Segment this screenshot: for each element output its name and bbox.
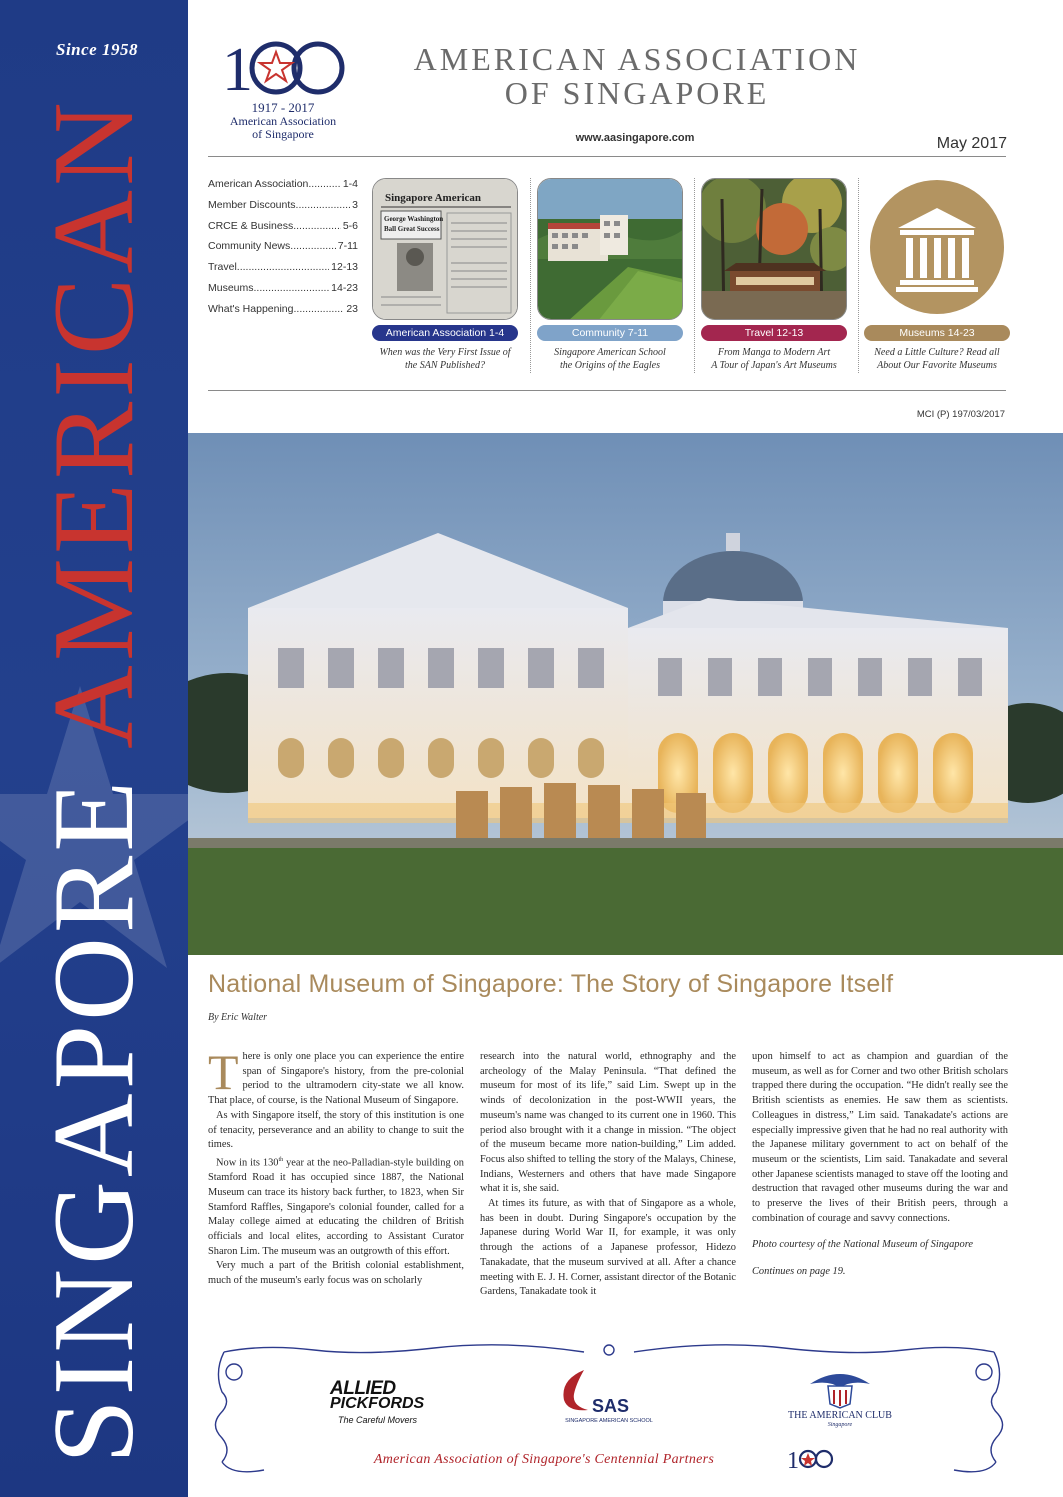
toc-pages: 7-11 <box>337 240 358 253</box>
feature-card-museums[interactable] <box>864 178 1010 378</box>
issue-date: May 2017 <box>936 135 1007 152</box>
feature-caption: From Manga to Modern Art A Tour of Japan's Art Museums <box>711 347 837 371</box>
feature-card-travel[interactable] <box>701 178 847 378</box>
allied-pickfords-logo[interactable]: ALLIED PICKFORDS The Careful Movers <box>330 1378 425 1425</box>
feature-tag: Museums 14-23 <box>864 325 1010 341</box>
mci-number: MCI (P) 197/03/2017 <box>916 409 1005 420</box>
toc-leader <box>308 178 340 199</box>
centennial-partners <box>204 1342 1014 1482</box>
toc-item[interactable] <box>208 220 358 241</box>
card-divider <box>530 178 531 373</box>
centennial-partners-caption: American Association of Singapore's Centennial Partners <box>373 1452 715 1467</box>
toc-label: Community News <box>208 240 291 253</box>
article-column-2: research into the natural world, ethnography and the archeology of the Malay Peninsula. “That defined the museum for most of its life,” said Lim. Swept up in the winds of decolonization in the post-WWII years, the museum's name was changed to its current one in 1960. This period also brought with it a change in mission. “The object of the museum became more nation-building,” Lim added. Focus also shifted to telling the story of the Malays, Chinese, Indians, Westerners and others that have made Singapore what it is, she said. At times its future, as with that of Singapore as a whole, has been in doubt. During Singapore's occupation by the Japanese during World War II, for example, it was only through the actions of a Japanese professor, Hidezo Tanakadate, that the museum survived at all. After a chance meeting with E. J. H. Corner, assistant director of the Botanic Gardens, Tanakadate took it <box>480 1051 736 1298</box>
feature-caption: When was the Very First Issue of the SAN Published? <box>379 347 511 371</box>
toc-label: Member Discounts <box>208 198 296 211</box>
toc-item[interactable] <box>208 282 358 303</box>
eagle-crest-icon <box>780 1364 900 1410</box>
masthead-vertical-title <box>19 71 169 1491</box>
toc-label: What's Happening <box>208 302 294 315</box>
small-100-logo-icon <box>786 1444 836 1472</box>
feature-tag: American Association 1-4 <box>372 325 518 341</box>
toc-label: Travel <box>208 261 237 274</box>
drop-cap: T <box>208 1044 239 1100</box>
toc-item[interactable] <box>208 199 358 220</box>
article-column-1: There is only one place you can experience the entire span of Singapore's history, from the pre-colonial period to the ultramodern city-state we all know. That place, of course, is the National Museum of Singapore. As with Singapore itself, the story of this institution is one of tenacity, perseverance and an ability to change to suit the times. Now in its 130th year at the neo-Palladian-style building on Stamford Road it has occupied since 1887, the National Museum can trace its history back further, to 1823, when Sir Stamford Raffles, Singapore's colonial founder, called for a Malay college aimed at educating the children of British officials and local elites, according to Assistant Curator Sharon Lim. The museum was an outgrowth of this effort. Very much a part of the British colonial establishment, much of the museum's early focus was on scholarly <box>208 1044 464 1287</box>
toc-item[interactable] <box>208 261 358 282</box>
toc-leader <box>237 261 329 282</box>
website-link[interactable]: www.aasingapore.com <box>575 132 695 144</box>
museum-circle <box>870 180 1004 314</box>
toc-label: Museums <box>208 281 254 294</box>
table-of-contents <box>208 178 358 324</box>
centennial-years: 1917 - 2017 <box>251 100 315 115</box>
centennial-logo <box>218 30 348 142</box>
vertical-word-american: AMERICAN <box>29 97 158 749</box>
continues-note[interactable]: Continues on page 19. <box>752 1266 846 1278</box>
school-thumbnail <box>537 178 683 320</box>
paper-headline-2: Ball Great Success <box>384 225 440 233</box>
toc-pages: 5-6 <box>342 219 358 232</box>
toc-label: CRCE & Business <box>208 219 294 232</box>
toc-pages: 1-4 <box>342 178 358 190</box>
toc-item[interactable] <box>208 303 358 324</box>
article-headline: National Museum of Singapore: The Story of Singapore Itself <box>208 970 894 998</box>
toc-pages: 12-13 <box>331 261 358 274</box>
toc-label: American Association <box>208 178 309 190</box>
article-byline: By Eric Walter <box>208 1012 268 1023</box>
feature-tag: Community 7-11 <box>537 325 683 341</box>
publication-title: AMERICAN ASSOCIATION OF SINGAPORE <box>413 41 861 111</box>
card-divider <box>858 178 859 373</box>
sas-logo[interactable]: SAS SINGAPORE AMERICAN SCHOOL <box>554 1366 654 1432</box>
article-column-3: upon himself to act as champion and guardian of the museum, as well as for Corner and two other British scholars trapped there during the occupation. “He didn't really see the British scientists as enemies. He saw them as scientists. Colleagues in distress,” Lim said. Tanakadate's actions are especially impressive given that he had no real authority with the Japanese military government to act on behalf of the museum or the scientists, Lim said. Tanakadate and several other Japanese scientists managed to stave off the looting and destruction that ravaged other museums during the war and to preserve the lives of their British peers, through a combination of courage and savvy connections. Photo courtesy of the National Museum of Singapore Continues on page 19. <box>752 1050 1008 1280</box>
centennial-org: American Association of Singapore <box>229 114 337 141</box>
toc-item[interactable] <box>208 240 358 261</box>
photo-credit: Photo courtesy of the National Museum of Singapore <box>752 1239 973 1251</box>
toc-pages: 3 <box>352 198 358 211</box>
japan-garden-thumbnail <box>701 178 847 320</box>
toc-leader <box>293 303 344 324</box>
vertical-word-singapore: SINGAPORE <box>29 776 158 1464</box>
eagle-icon <box>554 1366 594 1416</box>
paper-headline-1: George Washington <box>384 215 444 223</box>
since-label: Since 1958 <box>56 40 138 59</box>
feature-tag: Travel 12-13 <box>701 325 847 341</box>
museum-building-icon <box>870 180 1004 314</box>
toc-pages: 23 <box>346 302 358 315</box>
toc-leader <box>290 240 335 261</box>
american-club-logo[interactable]: THE AMERICAN CLUB Singapore <box>780 1364 900 1434</box>
toc-rule <box>208 390 1006 391</box>
centennial-100-icon <box>218 30 348 100</box>
masthead-side-band <box>0 0 188 1497</box>
svg-text:1: 1 <box>787 1448 799 1472</box>
toc-item[interactable] <box>208 178 358 199</box>
hero-photo-national-museum <box>188 433 1063 955</box>
feature-card-american-association[interactable] <box>372 178 518 378</box>
toc-leader <box>254 282 330 303</box>
feature-caption: Need a Little Culture? Read all About Our Favorite Museums <box>874 347 1000 371</box>
feature-card-community[interactable] <box>537 178 683 378</box>
newspaper-thumbnail <box>372 178 518 320</box>
toc-leader <box>293 220 341 241</box>
header-rule <box>208 156 1006 157</box>
toc-pages: 14-23 <box>331 281 358 294</box>
svg-text:1: 1 <box>222 36 253 100</box>
paper-title: Singapore American <box>385 192 482 204</box>
toc-leader <box>296 199 351 220</box>
card-divider <box>694 178 695 373</box>
feature-caption: Singapore American School the Origins of the Eagles <box>554 347 666 371</box>
